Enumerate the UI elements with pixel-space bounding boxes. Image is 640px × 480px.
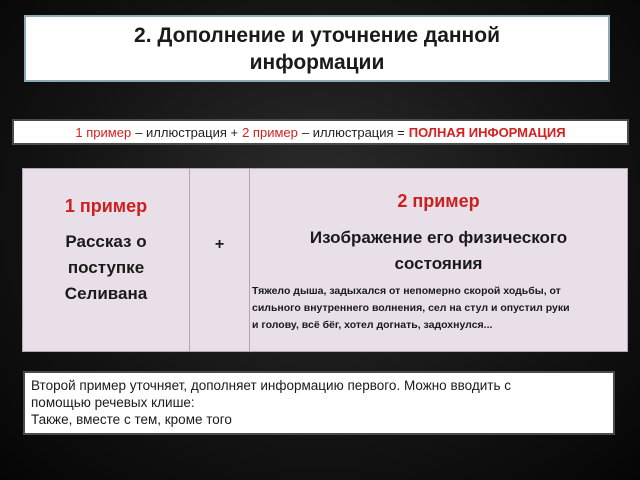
formula-example-2: 2 пример [242,124,298,140]
example-1-line-1: Рассказ о [65,232,147,251]
formula-result: ПОЛНАЯ ИНФОРМАЦИЯ [408,124,566,140]
example-2-description [250,225,627,277]
slide-title [82,22,552,76]
example-1-cell [23,169,190,351]
example-2-quote-line-3: и голову, всё бёг, хотел догнать, задохнулся... [252,319,493,331]
note-box [23,371,615,435]
example-1-heading: 1 пример [64,196,148,216]
example-2-line-1: Изображение его физического [309,228,568,247]
formula-example-1: 1 пример [75,124,132,140]
example-2-heading: 2 пример [397,191,480,211]
plus-operator: + [214,236,225,253]
note-line-2: помощью речевых клише: [31,395,195,410]
slide-title-box [24,15,610,82]
formula-banner [12,119,629,145]
note-line-1: Второй пример уточняет, дополняет информацию первого. Можно вводить с [31,378,511,393]
examples-table [22,168,628,352]
example-2-quote-line-2: сильного внутреннего волнения, сел на стул и опустил руки [252,302,570,314]
formula-text-1: – иллюстрация + [135,124,239,140]
operator-cell [190,169,250,351]
example-1-line-3: Селивана [64,284,148,303]
example-1-description [23,229,189,307]
slide-title-line-2: информации [249,50,385,74]
slide-title-line-1: 2. Дополнение и уточнение данной [134,23,500,47]
note-line-3: Также, вместе с тем, кроме того [31,412,232,427]
example-2-quote-line-1: Тяжело дыша, задыхался от непомерно скорой ходьбы, от [252,285,561,297]
example-2-quote [252,283,626,334]
formula-text-2: – иллюстрация = [301,124,405,140]
example-1-line-2: поступке [67,258,145,277]
example-2-line-2: состояния [394,254,483,273]
example-2-cell [250,169,627,351]
